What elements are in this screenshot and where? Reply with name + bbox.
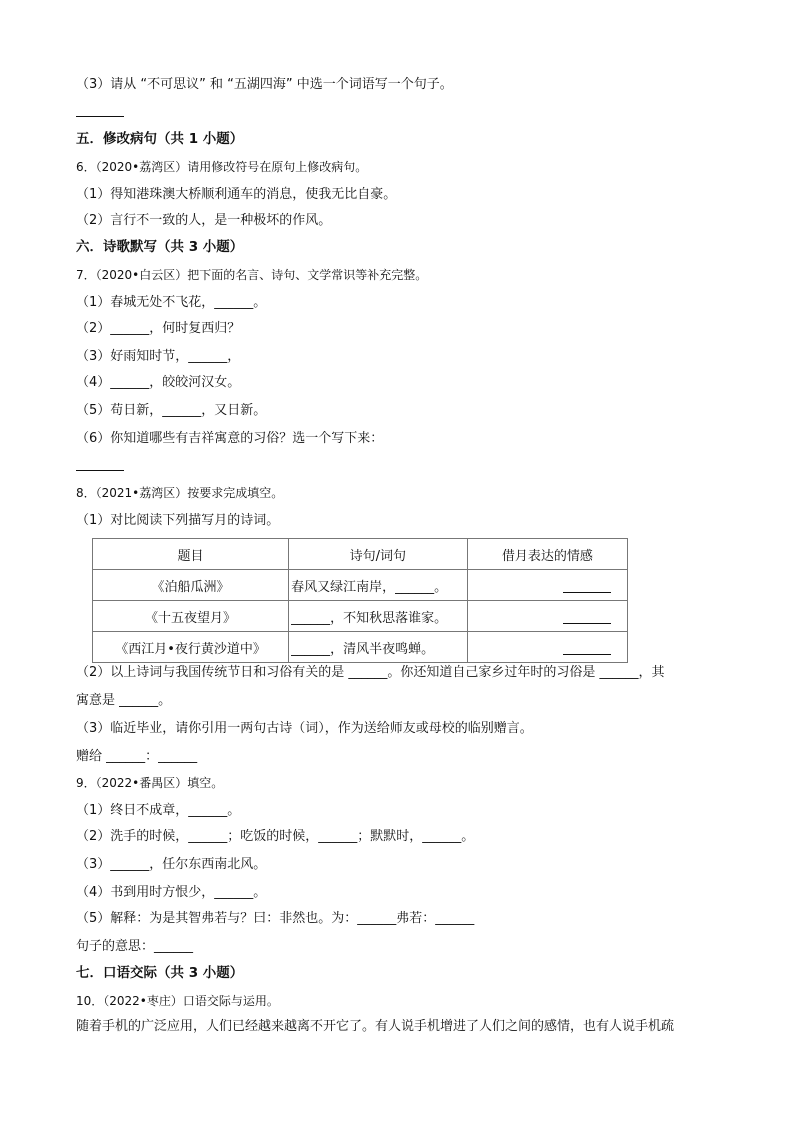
- question-7-4: （4）______，皎皎河汉女。: [76, 375, 241, 390]
- question-8-1: （1）对比阅读下列描写月的诗词。: [76, 513, 280, 528]
- question-9-1: （1）终日不成章，______。: [76, 803, 241, 818]
- question-8-2b: 寓意是 ______。: [76, 693, 172, 708]
- section-6-title: 六．诗歌默写（共 3 小题）: [76, 239, 244, 255]
- table-row: [93, 570, 628, 601]
- question-9-4: （4）书到用时方恨少，______。: [76, 885, 267, 900]
- table-cell-title: 《泊船瓜洲》: [93, 570, 289, 601]
- question-7-1: （1）春城无处不飞花，______。: [76, 295, 267, 310]
- question-9-3: （3）______，任尔东西南北风。: [76, 857, 267, 872]
- question-8-2: （2）以上诗词与我国传统节日和习俗有关的是 ______。你还知道自己家乡过年时的习俗是 ______，其: [76, 665, 665, 680]
- table-header-row: [93, 539, 628, 570]
- section-7-title: 七．口语交际（共 3 小题）: [76, 965, 244, 981]
- table-cell-title: 《十五夜望月》: [93, 601, 289, 632]
- question-6-2: （2）言行不一致的人，是一种极坏的作风。: [76, 213, 332, 228]
- table-header: 题目: [93, 539, 289, 570]
- question-8-3: （3）临近毕业，请你引用一两句古诗（词），作为送给师友或母校的临别赠言。: [76, 721, 533, 736]
- question-7-5: （5）苟日新，______，又日新。: [76, 403, 267, 418]
- question-10-1: 随着手机的广泛应用，人们已经越来越离不开它了。有人说手机增进了人们之间的感情，也有人说手机疏: [76, 1019, 675, 1034]
- question-9-6: 句子的意思：______: [76, 939, 194, 954]
- table-header: 借月表达的情感: [467, 539, 627, 570]
- question-7-2: （2）______，何时复西归？: [76, 321, 241, 336]
- table-cell-emotion: [467, 570, 627, 601]
- table-cell-verse: ______，清风半夜鸣蝉。: [289, 632, 468, 663]
- poem-table: [92, 538, 628, 663]
- table-row: [93, 632, 628, 663]
- table-cell-title: 《西江月•夜行黄沙道中》: [93, 632, 289, 663]
- answer-blank: [563, 609, 611, 624]
- q5-3-text: （3）请从 “不可思议” 和 “五湖四海” 中选一个词语写一个句子。: [76, 77, 453, 92]
- answer-blank: [76, 470, 124, 471]
- question-10: 10．（2022•枣庄）口语交际与运用。: [76, 994, 279, 1008]
- table-cell-verse: ______，不知秋思落谁家。: [289, 601, 468, 632]
- question-7-6: （6）你知道哪些有吉祥寓意的习俗？选一个写下来：: [76, 431, 384, 446]
- answer-blank: [563, 640, 611, 655]
- table-header: 诗句/词句: [289, 539, 468, 570]
- table-row: [93, 601, 628, 632]
- answer-blank: [563, 578, 611, 593]
- table-cell-emotion: [467, 601, 627, 632]
- table-cell-emotion: [467, 632, 627, 663]
- question-6: 6．（2020•荔湾区）请用修改符号在原句上修改病句。: [76, 160, 368, 174]
- question-9-5: （5）解释：为是其智弗若与？曰：非然也。为：______弗若：______: [76, 911, 475, 926]
- question-6-1: （1）得知港珠澳大桥顺利通车的消息，使我无比自豪。: [76, 187, 397, 202]
- question-7-3: （3）好雨知时节，______，: [76, 349, 241, 364]
- answer-blank: [76, 116, 124, 117]
- question-9: 9．（2022•番禺区）填空。: [76, 776, 224, 790]
- question-7: 7．（2020•白云区）把下面的名言、诗句、文学常识等补充完整。: [76, 268, 428, 282]
- table-cell-verse: 春风又绿江南岸，______。: [289, 570, 468, 601]
- section-5-title: 五．修改病句（共 1 小题）: [76, 131, 244, 147]
- question-9-2: （2）洗手的时候，______；吃饭的时候，______；默默时，______。: [76, 829, 475, 844]
- question-8: 8．（2021•荔湾区）按要求完成填空。: [76, 486, 284, 500]
- question-8-3b: 赠给 ______：______: [76, 749, 198, 764]
